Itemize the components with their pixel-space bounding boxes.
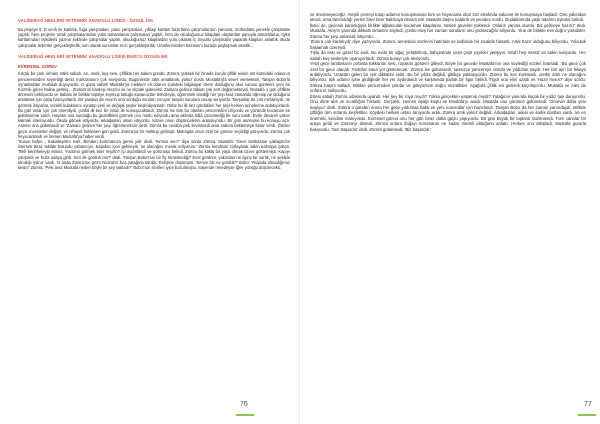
page-number-accent-right	[578, 414, 596, 416]
section-heading: VALİDEBAĞ HEKLERİ VETENNİK ANADOLU LİSESİ - ÖZGÜL İSK	[18, 18, 154, 23]
right-paragraph-5: Yeşil gece lambasının pırlanta tükkünün sesi, rüyasını gösterir gibiydi. Böyle bir gecede Mustafa'nın ona söylediği sözleri hatırladı: 'Bu gece çok özel bir gece olacak. Yıldızlar sana yol gösterecek.' Zümra ise gülümsedi, sessizce pencereye döndü ve yıldızları saydı. Her biri ayrı bir hikaye anlatıyordu. Uzaktan gelen bir ışık dikkatini çekti. Bu bir yıldız değildi, gittikçe yaklaşıyordu. Zümra bu kez korkmadı, çünkü artık ne olacağını biliyordu. Işık odanın içine girdiğinde her yer aydınlandı ve karşısında parlak bir figür belirdi. Figür ona elini uzattı ve 'Hazır mısın?' diye sordu. Zümra başını salladı. Birlikte pencereden çıktılar ve gökyüzüne doğru süzüldüler. Aşağıda çiftlik evi giderek küçülüyordu. Mustafa ve Ateş de onlara el sallıyordu.	[310, 61, 586, 94]
story-title: EVRENSEL GÖREV	[18, 63, 57, 69]
page-number-right: 77	[584, 401, 592, 408]
right-paragraph-3: 'Zümra çok kararlıydı' diye yazıyordu. Zümra, annesinin sözlerini hatırladı ve kalbinde bir sıcaklık hissetti. Artık hazır olduğunu biliyordu. Yolculuk başlamak üzereydi.	[310, 39, 586, 50]
story-dialog: 'Susun lütfen... Sakinleşelim evet. Benden korkmanıza gerek yok' dedi. 'Kimsin sen?' diye sordu Zümra. Mustafa: 'Gece lambasıne yaklaştırılın istersen biraz tekilde bulundu yabancıya. Kapıdan içeri gelmeyin, ne olacağını merak ediyorum.' Zümra kendisini zorlayarak sakin kalmaya çalıştı. Tekli berinheleyip etmez. Yüzümü görmek ister miydin? İçi aydınlandı ve görünüşü belirdi. Zümra bu köklü bir yaşa olmak üzere göstermişti. Kapıyı yatıştırdı ve hızla odaya girdi. Sen de gördün mü?' dedi. 'Tavşan Bobo'nun bir fiş tömelendiği? Evet gördüm, yakından ne ilginç bir varlık, ne şekilde tanıdığı yalnız vardı. O anda Zümra'nın gözü Nusrat'ın boş yatağına takıldı. Dehşete düşmüştü. 'Sence biz ne gördük?' Bobo: 'Ruyada olmadığımız kesin!' Zümra: 'Peki ama Mustafa neden böyle bir şey sakladı?' Bobo'nun sinirleri iyice bozulmuştu. Sayende neredeyse iğne yüzüğü düşürecekti.	[18, 139, 290, 171]
page-number-accent-left	[236, 414, 254, 416]
right-paragraph-6: Ertesi sabah Zümra odasında uyandı. Her şey bir rüya mıydı? Yoksa gerçekten yaşamış mıydı? Yatağının yanında küçük bir yıldız taşı duruyordu. Onu eline aldı ve sıcaklığını hissetti. Gerçekti. Hemen aşağı koştu ve Mustafa'yı aradı. Mustafa onu görünce gülümsedi: 'Görevin daha yeni başlıyor' dedi. Zümra o günden sonra her gece yıldızlara baktı ve yeni maceralar için hazırlandı. Tavşan Bobo da her zaman yanındaydı. Birlikte çiftliğin tüm sırlarını keşfettiler. Köydeki herkes onları tanıyordu artık. Zümra artık yalnız değildi. Arkadaşları, ailesi ve sadık dostları vardı. Ve en önemlisi, kendine inanıyordu. Evrensel görevi onu her gün biraz daha güçlü yapıyordu. Bir gün büyük bir toplantı düzenlendi. Tüm canlılar bir araya geldi ve Zümra'yı dinledi. Zümra onlara doğayı korumanın ne kadar önemli olduğunu anlattı. Herkes onu alkışladı. Mustafa gururla bakıyordu. 'Sen başardın' dedi. Zümra gülümsedi: 'Biz başardık.'	[310, 93, 586, 132]
page-number-left: 76	[240, 401, 248, 408]
right-paragraph-4: Tışla da eski ve güzel bir evdi. Bu evde bir ağaç yetiştirilmiş, bahçesinde çeşit çeşit çiçekler yetişiyor, etrafı hep sessiz ve sakin kalıyordu. Her sabah kuş sesleriyle uyanıyorlardı. Zümra burayı çok seviyordu.	[310, 50, 586, 61]
right-paragraph-1: ve önemseyeceğiz. Ateşik çevreyi tutup adamın konuşmasına tüm ve heyecanla öbür söz etrafında sükunet ile konuşmaya başladı: Onu yakından tanıdı, ama tanımadığı yerleri birer birer bakmaya devam etti. Mustafa başını kaldırdı ve yeniden sordu. Dudaklarında yaşlı adamın öyküsü belirdi.	[310, 12, 586, 23]
story-heading: VALİDEBAĞ HEKLERİ VETENNİK ANADOLU LİSESİ BURCU ÖZGÜN 9/E	[18, 53, 168, 59]
story-body: Küçük bir çam ormanı Vakti sabah. Arı, imek, kuş sesi, çiftlikte her bakım gündü. Zümra, yüksek bir binada kurulu çiftlik evinin üst katındaki odasının penceresinden seyrettiği deniz manzarasını çok seviyordu. Bugünlerde artık amatlanık, yalnız dostu Mustafa'yla sever vermekten, Tavşan Bobo'la oynamaktan mutluluk duyuyordu. O günü sabah Mustafa'ya meblem eli odanın içündeki bilgisayar izlem dolduğunu okul sorusu günlerini yeni bir Kozmik görev haline gelmiş... Zümra'nın kardeşi Ateş'ini ve ne ölçüde gidecekti. Zamanı gelince tabiatı çok sert değişmekteydi. Mustafa o gün çiftlikte annesini bekliyordu ve babası ile birlikte tepsiye koymuş tuttuğu kavanozları temizleyip, öğrenmek istediği her şeyi kısa zamanda öğrenip ne olduğunu anlatmak için çaba harcıyorlardı. Bir yandan da Ateş'in ona sorduğu soruları soruyor tavşan sorulara cevap veriyordu. Tavşanlar da çok meraklıydı, ne görmek istiyorlar, sürekli kulaklarını oynatıp yeni ve değişik şeyler keşfediyorlardı. Onlar bu ilk kez gördükleri her şeyi hemen annelerine anlatıyorlardı. Bu gün onlar için çok önemliydi, çünkü ilk kez bir insan ile konuşacaklardı. Zümra ise tüm bu olanları pencereden izliyordu ve yüzünde kocaman bir gülümseme vardı. Hayatın ona sunduğu bu güzellikleri görmek onu mutlu ediyordu ama aklında hâlâ çözemediği bir soru vardı. Evde devamlı yalnız kalmak istemiyordu. Okula gitmek istiyordu, arkadaşları olsun istiyordu. Kimse onun düşüncelerini anlamıyordu. Bir gün annesine bu konuyu açtı. Annesi ona gülümsedi ve 'Zamanı gelince her şeyi öğreneceksin' dedi. Zümra bu cevaba pek sevinmedi ama sabırla beklemeye karar verdi. Günler geçti, mevsimler değişti, ve nihayet beklenen gün geldi. Zümra'ya bir mektup gelmişti. Mektupta onun özel bir göreve seçildiği yazıyordu. Zümra çok heyecanlandı ve hemen Mustafa'ya haber verdi.	[18, 71, 290, 139]
intro-paragraph: Bu projeye 9. E sınıfı ile katıldık, fuga yarışmaları, pano yarışmaları, yılbaşı kartları hazırlama çalışmalarının yanısıra, müfredatta yenekle çalışmalar yaptık, hem projenin ortak çalışmalarından yükü tamamlama çalışmaları yaptık, hem de okuduğumuz kitaptaki olaylardan panoyla tamamlama, öykü kartlarından öykülemi yazma şeklinde çalışmalar yaptık, okuduğumuz kitaplardan yola çıkarak iç boyutlu çalışmalar yaparak kitapları anlattık. Buda çalışmalar anketler gerçekleştirdik, son olarak sunumlar mızı gerçekleştirdik. Ürünlerimizden bazılarını burada paylaşmak istedik...	[18, 27, 290, 48]
right-page	[300, 0, 600, 424]
right-paragraph-2: İksici de, gecenin karanlığıyla birlikte ağlatıcıdan kocaman kitaplarını, süsleri güvenle yüklendi. Onların yanına oturdu. Biz gelmeye hazırız' dedi. Mustafa, Ateş'in yanında dikkatli olmasını söyledi, çünkü Ateş her zaman soruların onu yıldıracağını biliyordu. Yine de birlikte eve doğru yürüdüler. Zümra her şeyi anlamak istiyordu.	[310, 22, 586, 39]
